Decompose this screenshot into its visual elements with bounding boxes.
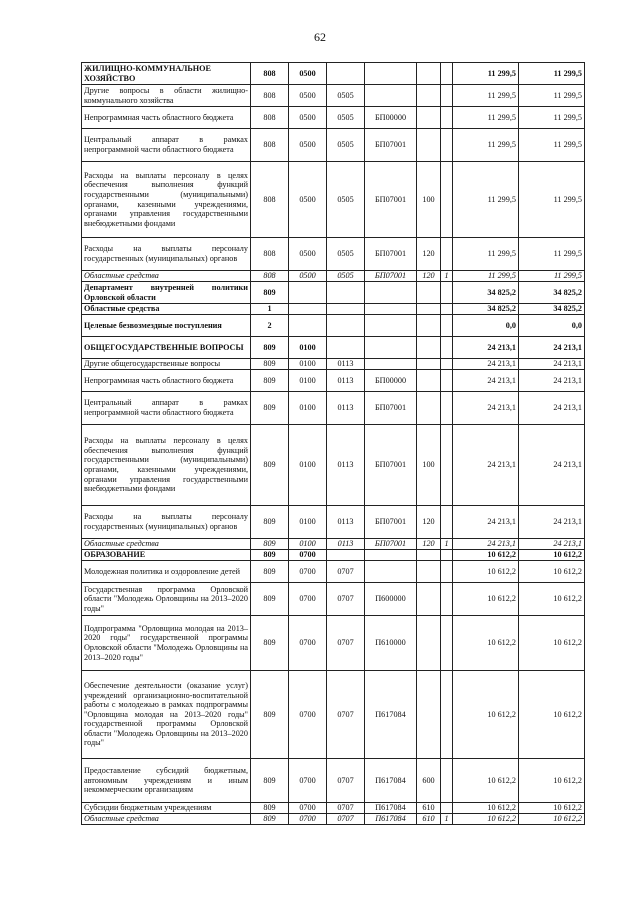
row-code-admin: 809 bbox=[251, 425, 289, 506]
row-code-expense-type bbox=[417, 337, 441, 359]
row-amount-execution: 10 612,2 bbox=[519, 616, 585, 671]
row-code-target bbox=[365, 550, 417, 561]
row-code-expense-type bbox=[417, 85, 441, 107]
row-amount-plan: 24 213,1 bbox=[453, 506, 519, 539]
row-amount-plan: 24 213,1 bbox=[453, 539, 519, 550]
row-code-expense-type: 120 bbox=[417, 539, 441, 550]
row-code-target bbox=[365, 359, 417, 370]
row-name: Молодежная политика и оздоровление детей bbox=[82, 561, 251, 583]
row-code-target: П617084 bbox=[365, 759, 417, 803]
row-amount-plan: 11 299,5 bbox=[453, 162, 519, 238]
row-code-admin: 809 bbox=[251, 671, 289, 759]
table-row bbox=[82, 814, 585, 825]
row-amount-execution: 11 299,5 bbox=[519, 129, 585, 162]
row-code-funding bbox=[441, 803, 453, 814]
row-code-subsection: 0505 bbox=[327, 107, 365, 129]
budget-table bbox=[81, 62, 585, 825]
row-amount-execution: 10 612,2 bbox=[519, 814, 585, 825]
row-code-admin: 809 bbox=[251, 370, 289, 392]
row-code-target: БП07001 bbox=[365, 392, 417, 425]
row-amount-plan: 24 213,1 bbox=[453, 425, 519, 506]
row-code-section: 0100 bbox=[289, 506, 327, 539]
row-code-section bbox=[289, 315, 327, 337]
row-code-admin: 809 bbox=[251, 550, 289, 561]
row-code-target bbox=[365, 337, 417, 359]
row-code-subsection: 0505 bbox=[327, 238, 365, 271]
row-code-funding bbox=[441, 759, 453, 803]
row-code-subsection: 0505 bbox=[327, 85, 365, 107]
row-code-subsection: 0707 bbox=[327, 583, 365, 616]
row-code-subsection: 0505 bbox=[327, 162, 365, 238]
row-name: ЖИЛИЩНО-КОММУНАЛЬНОЕ ХОЗЯЙСТВО bbox=[82, 63, 251, 85]
row-code-section: 0700 bbox=[289, 814, 327, 825]
row-code-admin: 809 bbox=[251, 506, 289, 539]
row-code-subsection: 0113 bbox=[327, 506, 365, 539]
row-amount-execution: 11 299,5 bbox=[519, 271, 585, 282]
row-code-funding bbox=[441, 315, 453, 337]
row-amount-plan: 10 612,2 bbox=[453, 814, 519, 825]
row-amount-execution: 10 612,2 bbox=[519, 561, 585, 583]
row-code-admin: 809 bbox=[251, 282, 289, 304]
row-code-funding bbox=[441, 370, 453, 392]
row-code-section: 0100 bbox=[289, 392, 327, 425]
table-row bbox=[82, 238, 585, 271]
row-code-admin: 809 bbox=[251, 561, 289, 583]
row-code-subsection bbox=[327, 337, 365, 359]
row-name: Областные средства bbox=[82, 539, 251, 550]
row-name: Обеспечение деятельности (оказание услуг) учреждений организационно-воспитательной работы с молодежью в рамках подпрограммы "Орловщина молодая на 2013–2020 годы" государственной программы Орловской области "Молодежь Орловщины на 2013–2020 годы" bbox=[82, 671, 251, 759]
row-code-subsection: 0707 bbox=[327, 759, 365, 803]
page-number: 62 bbox=[314, 30, 326, 44]
row-code-admin: 809 bbox=[251, 616, 289, 671]
row-code-subsection bbox=[327, 304, 365, 315]
row-name: Расходы на выплаты персоналу государственных (муниципальных) органов bbox=[82, 238, 251, 271]
row-code-subsection bbox=[327, 550, 365, 561]
row-code-funding bbox=[441, 85, 453, 107]
row-code-target bbox=[365, 304, 417, 315]
row-code-target bbox=[365, 282, 417, 304]
row-code-target bbox=[365, 63, 417, 85]
row-code-target: П617084 bbox=[365, 814, 417, 825]
row-code-funding bbox=[441, 671, 453, 759]
row-code-funding bbox=[441, 238, 453, 271]
row-code-funding: 1 bbox=[441, 814, 453, 825]
table-row bbox=[82, 63, 585, 85]
row-code-section: 0500 bbox=[289, 129, 327, 162]
row-amount-execution: 24 213,1 bbox=[519, 392, 585, 425]
row-amount-plan: 0,0 bbox=[453, 315, 519, 337]
row-amount-execution: 24 213,1 bbox=[519, 337, 585, 359]
row-code-funding: 1 bbox=[441, 271, 453, 282]
row-code-funding bbox=[441, 506, 453, 539]
row-code-admin: 809 bbox=[251, 583, 289, 616]
row-code-section: 0700 bbox=[289, 671, 327, 759]
row-code-section: 0500 bbox=[289, 271, 327, 282]
row-name: Областные средства bbox=[82, 304, 251, 315]
row-amount-execution: 34 825,2 bbox=[519, 304, 585, 315]
row-code-admin: 808 bbox=[251, 162, 289, 238]
row-code-target: П610000 bbox=[365, 616, 417, 671]
row-code-expense-type bbox=[417, 561, 441, 583]
table-row bbox=[82, 315, 585, 337]
row-amount-plan: 11 299,5 bbox=[453, 85, 519, 107]
row-code-expense-type bbox=[417, 392, 441, 425]
row-code-funding bbox=[441, 583, 453, 616]
row-amount-execution: 10 612,2 bbox=[519, 803, 585, 814]
row-code-subsection: 0113 bbox=[327, 370, 365, 392]
row-code-admin: 809 bbox=[251, 803, 289, 814]
row-amount-plan: 24 213,1 bbox=[453, 359, 519, 370]
row-code-funding bbox=[441, 561, 453, 583]
row-code-expense-type bbox=[417, 583, 441, 616]
row-amount-execution: 11 299,5 bbox=[519, 162, 585, 238]
row-code-funding bbox=[441, 162, 453, 238]
row-code-target bbox=[365, 315, 417, 337]
row-name: Целевые безвозмездные поступления bbox=[82, 315, 251, 337]
row-code-expense-type bbox=[417, 63, 441, 85]
row-code-admin: 809 bbox=[251, 759, 289, 803]
table-row bbox=[82, 616, 585, 671]
row-name: Другие общегосударственные вопросы bbox=[82, 359, 251, 370]
row-code-admin: 809 bbox=[251, 814, 289, 825]
table-row bbox=[82, 425, 585, 506]
row-code-target: П617084 bbox=[365, 671, 417, 759]
row-code-funding bbox=[441, 304, 453, 315]
row-code-section bbox=[289, 282, 327, 304]
row-code-expense-type bbox=[417, 550, 441, 561]
table-row bbox=[82, 129, 585, 162]
row-code-section: 0700 bbox=[289, 583, 327, 616]
row-code-funding: 1 bbox=[441, 539, 453, 550]
row-code-funding bbox=[441, 63, 453, 85]
row-amount-execution: 11 299,5 bbox=[519, 107, 585, 129]
row-amount-execution: 24 213,1 bbox=[519, 425, 585, 506]
table-row bbox=[82, 107, 585, 129]
row-code-section: 0700 bbox=[289, 759, 327, 803]
row-code-funding bbox=[441, 337, 453, 359]
row-name: Непрограммная часть областного бюджета bbox=[82, 107, 251, 129]
row-code-admin: 1 bbox=[251, 304, 289, 315]
row-amount-plan: 10 612,2 bbox=[453, 550, 519, 561]
row-amount-plan: 10 612,2 bbox=[453, 759, 519, 803]
row-name: Другие вопросы в области жилищно-коммунального хозяйства bbox=[82, 85, 251, 107]
row-code-funding bbox=[441, 616, 453, 671]
row-name: Расходы на выплаты персоналу в целях обеспечения выполнения функций государственными (муниципальными) органами, казенными учреждениями, органами управления государственными внебюджетными фондами bbox=[82, 425, 251, 506]
row-code-admin: 2 bbox=[251, 315, 289, 337]
row-amount-plan: 11 299,5 bbox=[453, 107, 519, 129]
row-code-section: 0100 bbox=[289, 539, 327, 550]
row-name: Предоставление субсидий бюджетным, автономным учреждениям и иным некоммерческим организациям bbox=[82, 759, 251, 803]
row-code-expense-type: 610 bbox=[417, 803, 441, 814]
table-row bbox=[82, 370, 585, 392]
row-amount-plan: 24 213,1 bbox=[453, 370, 519, 392]
row-code-section: 0100 bbox=[289, 337, 327, 359]
row-code-subsection: 0707 bbox=[327, 616, 365, 671]
row-code-section: 0700 bbox=[289, 550, 327, 561]
table-row bbox=[82, 803, 585, 814]
row-code-funding bbox=[441, 107, 453, 129]
table-row bbox=[82, 759, 585, 803]
row-amount-execution: 24 213,1 bbox=[519, 506, 585, 539]
row-name: ОБРАЗОВАНИЕ bbox=[82, 550, 251, 561]
row-amount-execution: 34 825,2 bbox=[519, 282, 585, 304]
table-row bbox=[82, 671, 585, 759]
row-code-target: БП07001 bbox=[365, 238, 417, 271]
row-code-expense-type: 100 bbox=[417, 162, 441, 238]
row-amount-execution: 10 612,2 bbox=[519, 583, 585, 616]
row-name: Непрограммная часть областного бюджета bbox=[82, 370, 251, 392]
row-code-expense-type: 120 bbox=[417, 506, 441, 539]
row-code-subsection: 0707 bbox=[327, 803, 365, 814]
row-code-subsection bbox=[327, 315, 365, 337]
table-row bbox=[82, 85, 585, 107]
row-amount-plan: 24 213,1 bbox=[453, 392, 519, 425]
row-code-expense-type bbox=[417, 129, 441, 162]
table-row bbox=[82, 539, 585, 550]
row-name: Расходы на выплаты персоналу государственных (муниципальных) органов bbox=[82, 506, 251, 539]
row-code-target: БП07001 bbox=[365, 506, 417, 539]
row-code-funding bbox=[441, 425, 453, 506]
row-name: ОБЩЕГОСУДАРСТВЕННЫЕ ВОПРОСЫ bbox=[82, 337, 251, 359]
table-body bbox=[82, 63, 585, 825]
row-code-funding bbox=[441, 550, 453, 561]
row-code-subsection: 0707 bbox=[327, 671, 365, 759]
row-name: Государственная программа Орловской области "Молодежь Орловщины на 2013–2020 годы" bbox=[82, 583, 251, 616]
row-code-expense-type: 610 bbox=[417, 814, 441, 825]
row-name: Субсидии бюджетным учреждениям bbox=[82, 803, 251, 814]
row-amount-execution: 10 612,2 bbox=[519, 759, 585, 803]
row-code-target: БП07001 bbox=[365, 129, 417, 162]
row-code-section: 0700 bbox=[289, 803, 327, 814]
row-code-expense-type bbox=[417, 671, 441, 759]
row-code-section: 0700 bbox=[289, 561, 327, 583]
row-code-admin: 809 bbox=[251, 539, 289, 550]
row-amount-plan: 10 612,2 bbox=[453, 803, 519, 814]
row-code-expense-type bbox=[417, 315, 441, 337]
row-code-expense-type: 100 bbox=[417, 425, 441, 506]
row-code-admin: 809 bbox=[251, 359, 289, 370]
row-amount-execution: 11 299,5 bbox=[519, 238, 585, 271]
table-row bbox=[82, 304, 585, 315]
row-amount-plan: 10 612,2 bbox=[453, 616, 519, 671]
table-row bbox=[82, 337, 585, 359]
row-name: Расходы на выплаты персоналу в целях обеспечения выполнения функций государственными (муниципальными) органами, казенными учреждениями, органами управления государственными внебюджетными фондами bbox=[82, 162, 251, 238]
row-code-section bbox=[289, 304, 327, 315]
row-amount-plan: 34 825,2 bbox=[453, 304, 519, 315]
row-code-subsection: 0113 bbox=[327, 539, 365, 550]
row-code-admin: 808 bbox=[251, 85, 289, 107]
row-amount-execution: 10 612,2 bbox=[519, 550, 585, 561]
row-code-target bbox=[365, 85, 417, 107]
row-code-admin: 808 bbox=[251, 63, 289, 85]
row-code-admin: 808 bbox=[251, 129, 289, 162]
row-amount-plan: 11 299,5 bbox=[453, 63, 519, 85]
row-amount-execution: 24 213,1 bbox=[519, 359, 585, 370]
row-code-admin: 809 bbox=[251, 337, 289, 359]
row-amount-plan: 10 612,2 bbox=[453, 671, 519, 759]
table-row bbox=[82, 359, 585, 370]
row-amount-plan: 11 299,5 bbox=[453, 271, 519, 282]
row-amount-execution: 10 612,2 bbox=[519, 671, 585, 759]
row-code-funding bbox=[441, 282, 453, 304]
row-code-section: 0100 bbox=[289, 370, 327, 392]
row-code-target: БП07001 bbox=[365, 425, 417, 506]
row-code-expense-type: 120 bbox=[417, 238, 441, 271]
row-amount-plan: 11 299,5 bbox=[453, 129, 519, 162]
row-code-expense-type bbox=[417, 107, 441, 129]
table-row bbox=[82, 162, 585, 238]
row-code-target: БП00000 bbox=[365, 107, 417, 129]
row-amount-execution: 24 213,1 bbox=[519, 370, 585, 392]
row-code-expense-type bbox=[417, 282, 441, 304]
row-code-section: 0500 bbox=[289, 238, 327, 271]
row-code-target bbox=[365, 561, 417, 583]
row-code-section: 0700 bbox=[289, 616, 327, 671]
row-amount-plan: 24 213,1 bbox=[453, 337, 519, 359]
row-code-section: 0500 bbox=[289, 162, 327, 238]
row-amount-execution: 24 213,1 bbox=[519, 539, 585, 550]
row-code-expense-type: 120 bbox=[417, 271, 441, 282]
row-code-target: БП07001 bbox=[365, 539, 417, 550]
row-name: Центральный аппарат в рамках непрограммной части областного бюджета bbox=[82, 392, 251, 425]
row-name: Областные средства bbox=[82, 271, 251, 282]
row-code-expense-type bbox=[417, 616, 441, 671]
row-code-expense-type: 600 bbox=[417, 759, 441, 803]
row-code-subsection: 0505 bbox=[327, 129, 365, 162]
row-code-target: П617084 bbox=[365, 803, 417, 814]
row-code-subsection: 0113 bbox=[327, 425, 365, 506]
row-code-section: 0500 bbox=[289, 85, 327, 107]
row-amount-plan: 34 825,2 bbox=[453, 282, 519, 304]
row-code-funding bbox=[441, 129, 453, 162]
row-amount-execution: 0,0 bbox=[519, 315, 585, 337]
row-code-target: БП00000 bbox=[365, 370, 417, 392]
row-code-admin: 808 bbox=[251, 107, 289, 129]
row-amount-plan: 10 612,2 bbox=[453, 561, 519, 583]
row-code-funding bbox=[441, 392, 453, 425]
row-code-subsection: 0707 bbox=[327, 561, 365, 583]
table-row bbox=[82, 561, 585, 583]
row-name: Центральный аппарат в рамках непрограммной части областного бюджета bbox=[82, 129, 251, 162]
table-row bbox=[82, 271, 585, 282]
row-code-subsection: 0113 bbox=[327, 359, 365, 370]
row-amount-execution: 11 299,5 bbox=[519, 63, 585, 85]
table-row bbox=[82, 392, 585, 425]
row-code-subsection: 0707 bbox=[327, 814, 365, 825]
row-code-expense-type bbox=[417, 359, 441, 370]
row-code-section: 0100 bbox=[289, 425, 327, 506]
row-code-subsection: 0113 bbox=[327, 392, 365, 425]
row-amount-execution: 11 299,5 bbox=[519, 85, 585, 107]
table-row bbox=[82, 583, 585, 616]
row-code-section: 0500 bbox=[289, 63, 327, 85]
row-code-subsection bbox=[327, 63, 365, 85]
row-name: Департамент внутренней политики Орловской области bbox=[82, 282, 251, 304]
table-row bbox=[82, 506, 585, 539]
row-code-funding bbox=[441, 359, 453, 370]
row-name: Подпрограмма "Орловщина молодая на 2013–2020 годы" государственной программы Орловской области "Молодежь Орловщины на 2013–2020 годы" bbox=[82, 616, 251, 671]
table-row bbox=[82, 282, 585, 304]
row-name: Областные средства bbox=[82, 814, 251, 825]
row-amount-plan: 10 612,2 bbox=[453, 583, 519, 616]
row-code-target: П600000 bbox=[365, 583, 417, 616]
table-row bbox=[82, 550, 585, 561]
row-code-target: БП07001 bbox=[365, 271, 417, 282]
row-code-admin: 808 bbox=[251, 271, 289, 282]
row-code-expense-type bbox=[417, 304, 441, 315]
row-code-admin: 808 bbox=[251, 238, 289, 271]
row-code-admin: 809 bbox=[251, 392, 289, 425]
row-code-target: БП07001 bbox=[365, 162, 417, 238]
row-code-section: 0100 bbox=[289, 359, 327, 370]
row-code-subsection: 0505 bbox=[327, 271, 365, 282]
row-code-subsection bbox=[327, 282, 365, 304]
row-code-expense-type bbox=[417, 370, 441, 392]
row-amount-plan: 11 299,5 bbox=[453, 238, 519, 271]
row-code-section: 0500 bbox=[289, 107, 327, 129]
